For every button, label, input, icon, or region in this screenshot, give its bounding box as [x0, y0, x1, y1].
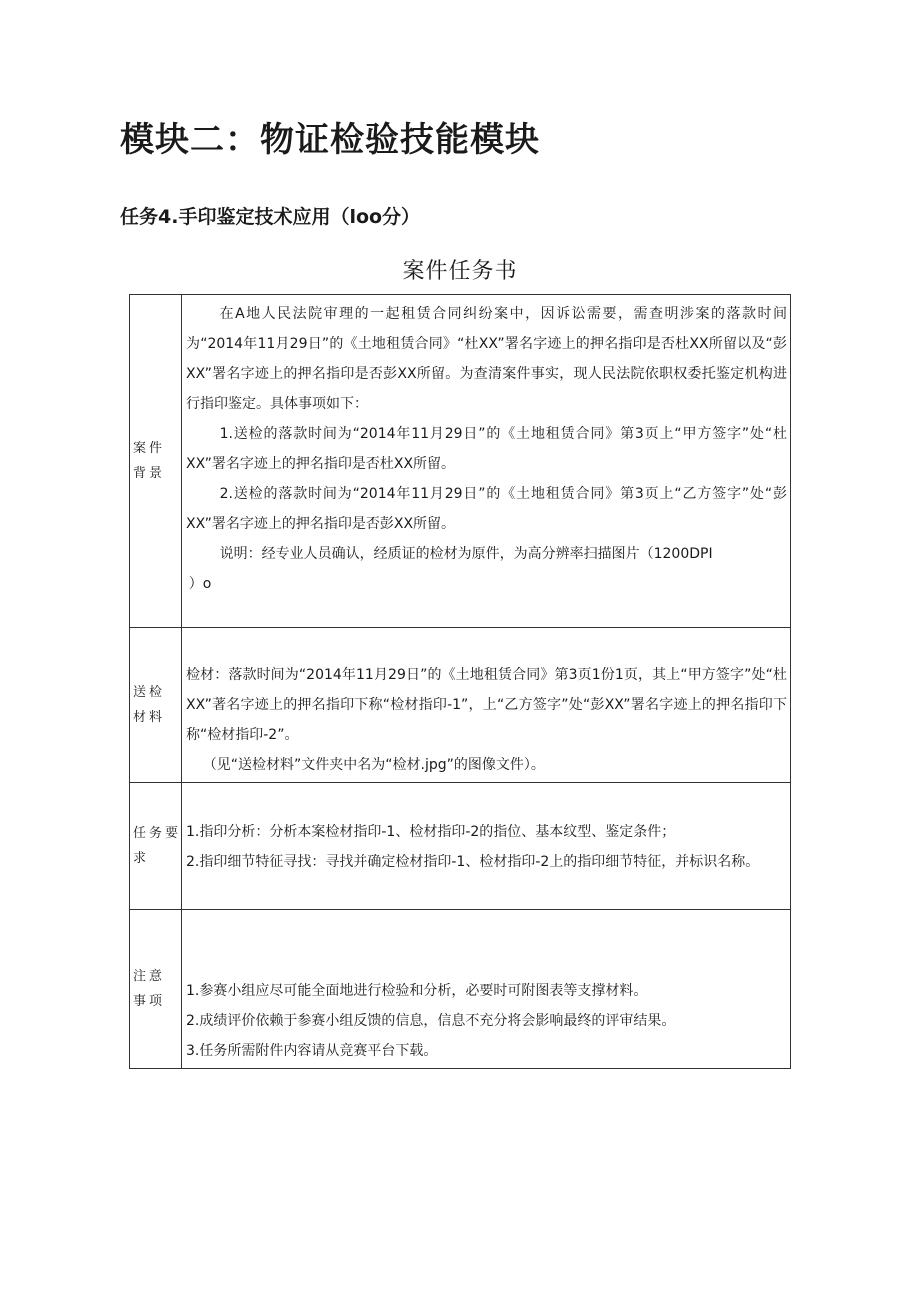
paragraph: 1.送检的落款时间为“2014年11月29日”的《土地租赁合同》第3页上“甲方签字”处“杜XX”署名字迹上的押名指印是否杜XX所留。 — [186, 426, 787, 472]
paragraph: （见“送检材料”文件夹中名为“检材.jpg”的图像文件）。 — [202, 757, 545, 773]
label-line: 事项 — [133, 994, 166, 1009]
label-task-requirements — [130, 783, 182, 910]
content-notes — [182, 910, 791, 1069]
label-line: 注意 — [133, 969, 166, 984]
content-submitted-materials — [182, 628, 791, 783]
content-task-requirements — [182, 783, 791, 910]
paragraph: ）o — [188, 576, 212, 592]
paragraph: 检材：落款时间为“2014年11月29日”的《土地租赁合同》第3页1份1页，其上“甲方签字”处“杜XX”著名字迹上的押名指印下称“检材指印-1”，上“乙方签字”处“彭XX”署名字迹上的押名指印下称“检材指印-2”。 — [186, 667, 787, 743]
document-title: 案件任务书 — [402, 259, 518, 284]
label-notes — [130, 910, 182, 1069]
label-line: 背景 — [133, 466, 166, 481]
paragraph: 2.送检的落款时间为“2014年11月29日”的《土地租赁合同》第3页上“乙方签字”处“彭XX”署名字迹上的押名指印是否彭XX所留。 — [186, 486, 787, 532]
paragraph: 在A地人民法院审理的一起租赁合同纠纷案中，因诉讼需要，需查明涉案的落款时间为“2014年11月29日”的《土地租赁合同》“杜XX”署名字迹上的押名指印是否杜XX所留以及“彭XX”署名字迹上的押名指印是否彭XX所留。为查清案件事实，现人民法院依职权委托鉴定机构进行指印鉴定。具体事项如下： — [186, 306, 787, 412]
label-line: 求 — [133, 851, 150, 866]
paragraph: 1.参赛小组应尽可能全面地进行检验和分析，必要时可附图表等支撑材料。 — [186, 983, 648, 999]
task-table — [129, 294, 791, 1069]
paragraph: 3.任务所需附件内容请从竞赛平台下载。 — [186, 1043, 438, 1059]
row-submitted-materials — [130, 628, 791, 783]
task-title: 任务4.手印鉴定技术应用（loo分） — [120, 206, 421, 228]
label-case-background — [130, 295, 182, 628]
row-task-requirements — [130, 783, 791, 910]
label-submitted-materials — [130, 628, 182, 783]
label-line: 案件 — [133, 441, 166, 456]
label-line: 任务要 — [133, 826, 182, 841]
paragraph: 1.指印分析：分析本案检材指印-1、检材指印-2的指位、基本纹型、鉴定条件； — [186, 824, 676, 840]
row-notes — [130, 910, 791, 1069]
paragraph: 说明：经专业人员确认，经质证的检材为原件，为高分辨率扫描图片（1200DPI — [219, 546, 713, 562]
row-case-background — [130, 295, 791, 628]
paragraph: 2.指印细节特征寻找：寻找并确定检材指印-1、检材指印-2上的指印细节特征，并标识名称。 — [186, 854, 760, 870]
content-case-background — [182, 295, 791, 628]
label-line: 送检 — [133, 685, 166, 700]
module-title: 模块二：物证检验技能模块 — [120, 120, 540, 160]
label-line: 材料 — [133, 710, 166, 725]
paragraph: 2.成绩评价依赖于参赛小组反馈的信息，信息不充分将会影响最终的评审结果。 — [186, 1013, 676, 1029]
